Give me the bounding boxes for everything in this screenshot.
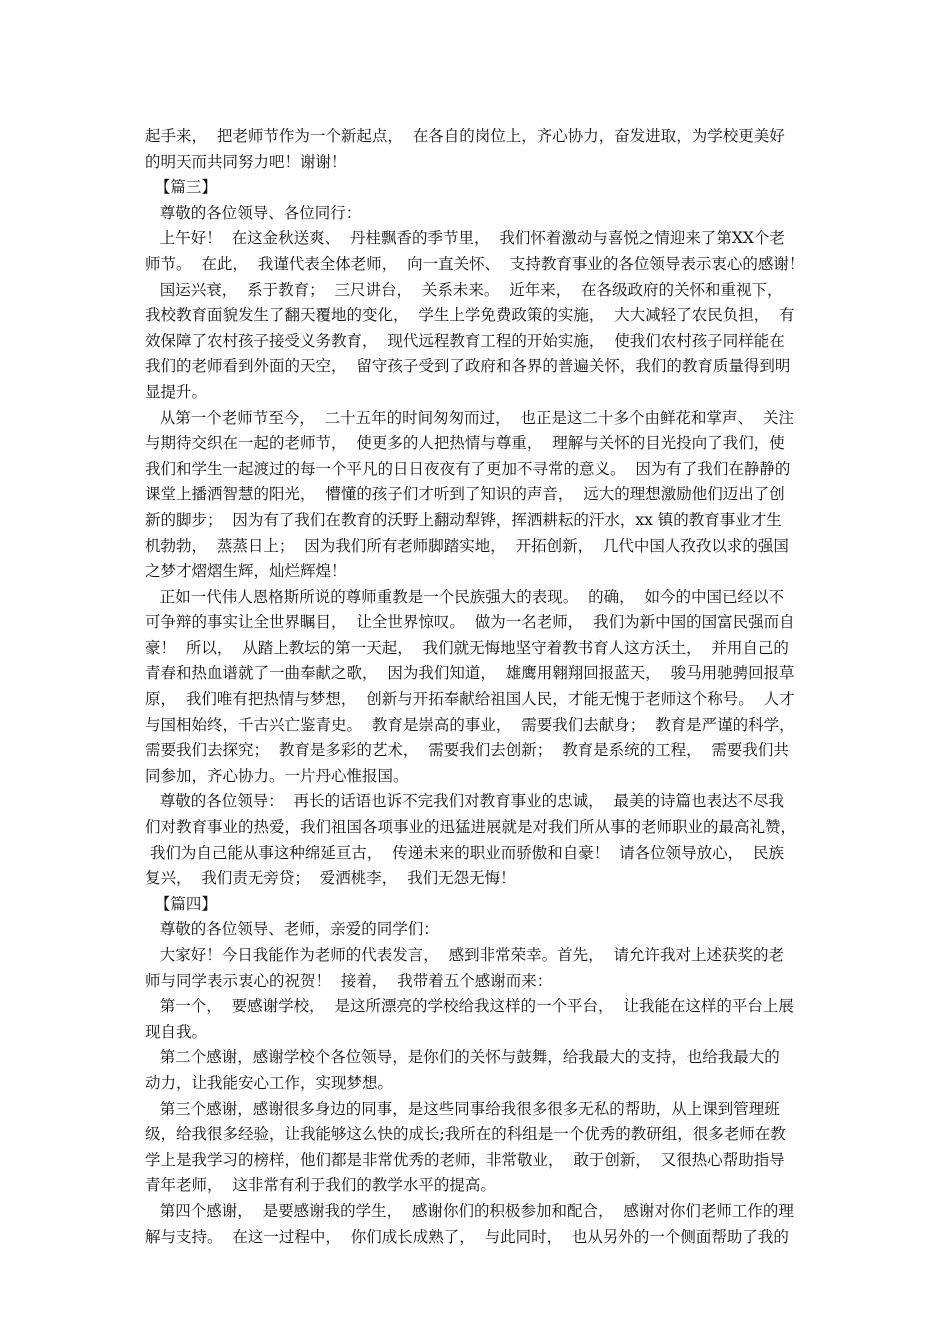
text-line: 尊敬的各位领导、老师，亲爱的同学们：	[145, 920, 439, 939]
text-line: 尊敬的各位领导、各位同行：	[145, 203, 362, 222]
text-line: 级，给我很多经验，让我能够这么快的成长;我所在的科组是一个优秀的教研组，很多老师在教	[145, 1125, 786, 1144]
text-line: 机勃勃， 蒸蒸日上； 因为我们所有老师脚踏实地， 开拓创新， 几代中国人孜孜以求的强国	[145, 536, 789, 555]
text-line: 学上是我学习的榜样，他们都是非常优秀的老师，非常敬业， 敢于创新， 又很热心帮助指导	[145, 1150, 785, 1169]
text-line: 们对教育事业的热爱，我们祖国各项事业的迅猛进展就是对我们所从事的老师职业的最高礼赞，	[145, 818, 797, 837]
text-line: 师节。 在此， 我谨代表全体老师， 向一直关怀、 支持教育事业的各位领导表示衷心的感谢！	[145, 254, 805, 273]
text-line: 课堂上播洒智慧的阳光， 懵懂的孩子们才听到了知识的声音， 远大的理想激励他们迈出了创	[145, 485, 785, 504]
text-line: 国运兴衰， 系于教育； 三尺讲台， 关系未来。 近年来， 在各级政府的关怀和重视下，	[145, 280, 783, 299]
text-line: 需要我们去探究； 教育是多彩的艺术， 需要我们去创新； 教育是系统的工程， 需要我们共	[145, 741, 789, 760]
text-line: 显提升。	[145, 382, 208, 401]
text-line: 尊敬的各位领导： 再长的话语也诉不完我们对教育事业的忠诚， 最美的诗篇也表达不尽我	[145, 792, 784, 811]
text-line: 从第一个老师节至今， 二十五年的时间匆匆而过， 也正是这二十多个由鲜花和掌声、 关注	[145, 408, 794, 427]
text-line: 我们为自己能从事这种绵延亘古， 传递未来的职业而骄傲和自豪！ 请各位领导放心， 民族	[145, 843, 784, 862]
text-line: 我们和学生一起渡过的每一个平凡的日日夜夜有了更加不寻常的意义。 因为有了我们在静静的	[145, 459, 791, 478]
text-line: 我们的老师看到外面的天空， 留守孩子受到了政府和各界的普遍关怀，我们的教育质量得到明	[145, 357, 791, 376]
text-line: 与国相始终，千古兴亡鉴青史。 教育是崇高的事业， 需要我们去献身； 教育是严谨的科学，	[145, 715, 795, 734]
text-line: 正如一代伟人恩格斯所说的尊师重教是一个民族强大的表现。 的确， 如今的中国已经以不	[145, 587, 784, 606]
document-body	[145, 124, 810, 1250]
text-line: 【篇四】	[145, 894, 217, 913]
text-line: 【篇三】	[145, 178, 217, 197]
text-line: 可争辩的事实让全世界瞩目， 让全世界惊叹。 做为一名老师， 我们为新中国的国富民强而自	[145, 613, 795, 632]
text-line: 之梦才熠熠生辉，灿烂辉煌！	[145, 562, 347, 581]
text-line: 青年老师， 这非常有利于我们的教学水平的提高。	[145, 1176, 496, 1195]
text-line: 与期待交织在一起的老师节， 使更多的人把热情与尊重， 理解与关怀的目光投向了我们，使	[145, 434, 785, 453]
text-line: 解与支持。 在这一过程中， 你们成长成熟了， 与此同时， 也从另外的一个侧面帮助了我的	[145, 1227, 789, 1246]
text-line: 豪！ 所以， 从踏上教坛的第一天起， 我们就无悔地坚守着教书育人这方沃土， 并用自己的	[145, 638, 789, 657]
text-line: 同参加，齐心协力。一片丹心惟报国。	[145, 766, 409, 785]
text-line: 青春和热血谱就了一曲奉献之歌， 因为我们知道， 雄鹰用翱翔回报蓝天， 骏马用驰骋回报草	[145, 664, 795, 683]
text-line: 第二个感谢，感谢学校个各位领导，是你们的关怀与鼓舞，给我最大的支持，也给我最大的	[145, 1048, 780, 1067]
text-line: 第一个， 要感谢学校， 是这所漂亮的学校给我这样的一个平台， 让我能在这样的平台上展	[145, 997, 794, 1016]
text-line: 新的脚步； 因为有了我们在教育的沃野上翻动犁铧，挥洒耕耘的汗水，xx 镇的教育事业才生	[145, 510, 782, 529]
text-line: 大家好！今日我能作为老师的代表发言， 感到非常荣幸。首先， 请允许我对上述获奖的老	[145, 946, 784, 964]
text-line: 动力，让我能安心工作，实现梦想。	[145, 1073, 394, 1092]
text-line: 我校教育面貌发生了翻天覆地的变化， 学生上学免费政策的实施， 大大减轻了农民负担， 有	[145, 306, 795, 325]
text-line: 现自我。	[145, 1022, 208, 1041]
text-line: 起手来， 把老师节作为一个新起点， 在各自的岗位上，齐心协力，奋发进取，为学校更美好	[145, 127, 785, 145]
text-line: 的明天而共同努力吧！谢谢！	[145, 152, 347, 171]
text-line: 上午好！ 在这金秋送爽、 丹桂飘香的季节里， 我们怀着激动与喜悦之情迎来了第XX个老	[145, 229, 785, 248]
text-line: 原， 我们唯有把热情与梦想， 创新与开拓奉献给祖国人民，才能无愧于老师这个称号。 人才	[145, 690, 795, 709]
text-line: 效保障了农村孩子接受义务教育， 现代远程教育工程的开始实施， 使我们农村孩子同样能在	[145, 331, 785, 350]
text-line: 复兴， 我们责无旁贷； 爱洒桃李， 我们无怨无悔！	[145, 869, 516, 888]
text-line: 师与同学表示衷心的祝贺！ 接着， 我带着五个感谢而来：	[145, 971, 553, 990]
text-line: 第三个感谢，感谢很多身边的同事，是这些同事给我很多很多无私的帮助，从上课到管理班	[145, 1099, 780, 1118]
text-line: 第四个感谢， 是要感谢我的学生， 感谢你们的积极参加和配合， 感谢对你们老师工作的理	[145, 1201, 794, 1220]
